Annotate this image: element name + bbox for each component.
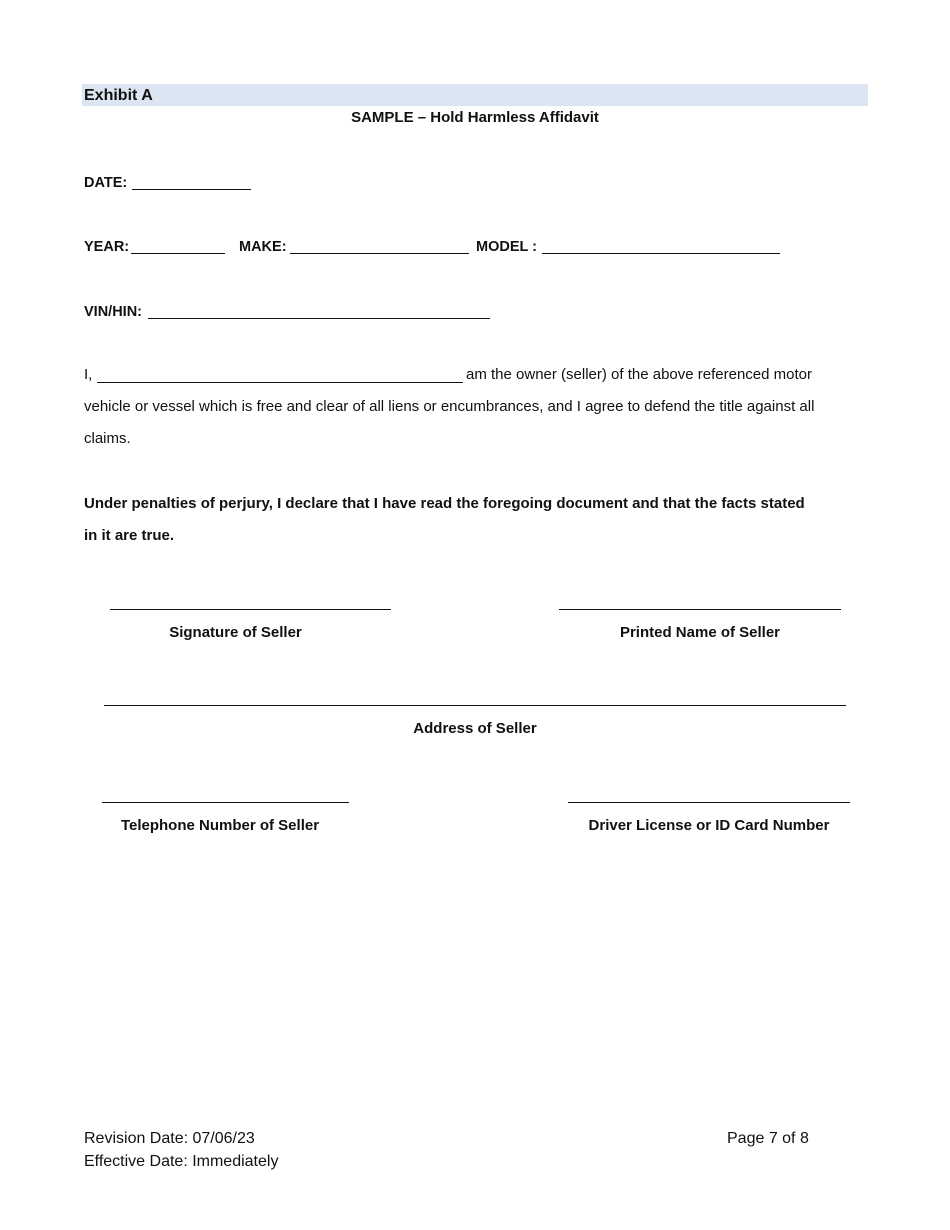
printed-name-field-line[interactable] (559, 609, 841, 610)
statement-line-2: vehicle or vessel which is free and clear of all liens or encumbrances, and I agree to defend the title against all (84, 398, 815, 415)
printed-name-of-seller-label: Printed Name of Seller (619, 624, 781, 641)
perjury-line-1: Under penalties of perjury, I declare that I have read the foregoing document and that the facts stated (84, 495, 805, 512)
telephone-field-line[interactable] (102, 802, 349, 803)
address-of-seller-label: Address of Seller (413, 720, 537, 737)
signature-of-seller-label: Signature of Seller (169, 624, 302, 641)
vin-hin-field-line[interactable] (148, 318, 490, 319)
year-label: YEAR: (84, 239, 130, 255)
signature-field-line[interactable] (110, 609, 391, 610)
make-label: MAKE: (239, 239, 287, 255)
exhibit-label: Exhibit A (84, 87, 153, 104)
date-label: DATE: (84, 175, 128, 191)
statement-line-1: am the owner (seller) of the above referenced motor (466, 366, 813, 383)
year-field-line[interactable] (131, 253, 225, 254)
exhibit-header-bar (82, 84, 868, 106)
model-label: MODEL : (476, 239, 537, 255)
effective-date: Effective Date: Immediately (84, 1153, 279, 1170)
telephone-number-of-seller-label: Telephone Number of Seller (120, 817, 320, 834)
date-field-line[interactable] (132, 189, 251, 190)
vin-hin-label: VIN/HIN: (84, 304, 142, 320)
page-number: Page 7 of 8 (727, 1130, 809, 1147)
perjury-line-2: in it are true. (84, 527, 175, 544)
document-title: SAMPLE – Hold Harmless Affidavit (351, 109, 599, 126)
statement-line-3: claims. (84, 430, 131, 447)
make-field-line[interactable] (290, 253, 469, 254)
model-field-line[interactable] (542, 253, 780, 254)
revision-date: Revision Date: 07/06/23 (84, 1130, 255, 1147)
driver-license-label: Driver License or ID Card Number (588, 817, 830, 834)
license-field-line[interactable] (568, 802, 850, 803)
owner-name-field-line[interactable] (97, 382, 463, 383)
address-field-line[interactable] (104, 705, 846, 706)
statement-prefix: I, (84, 366, 93, 383)
